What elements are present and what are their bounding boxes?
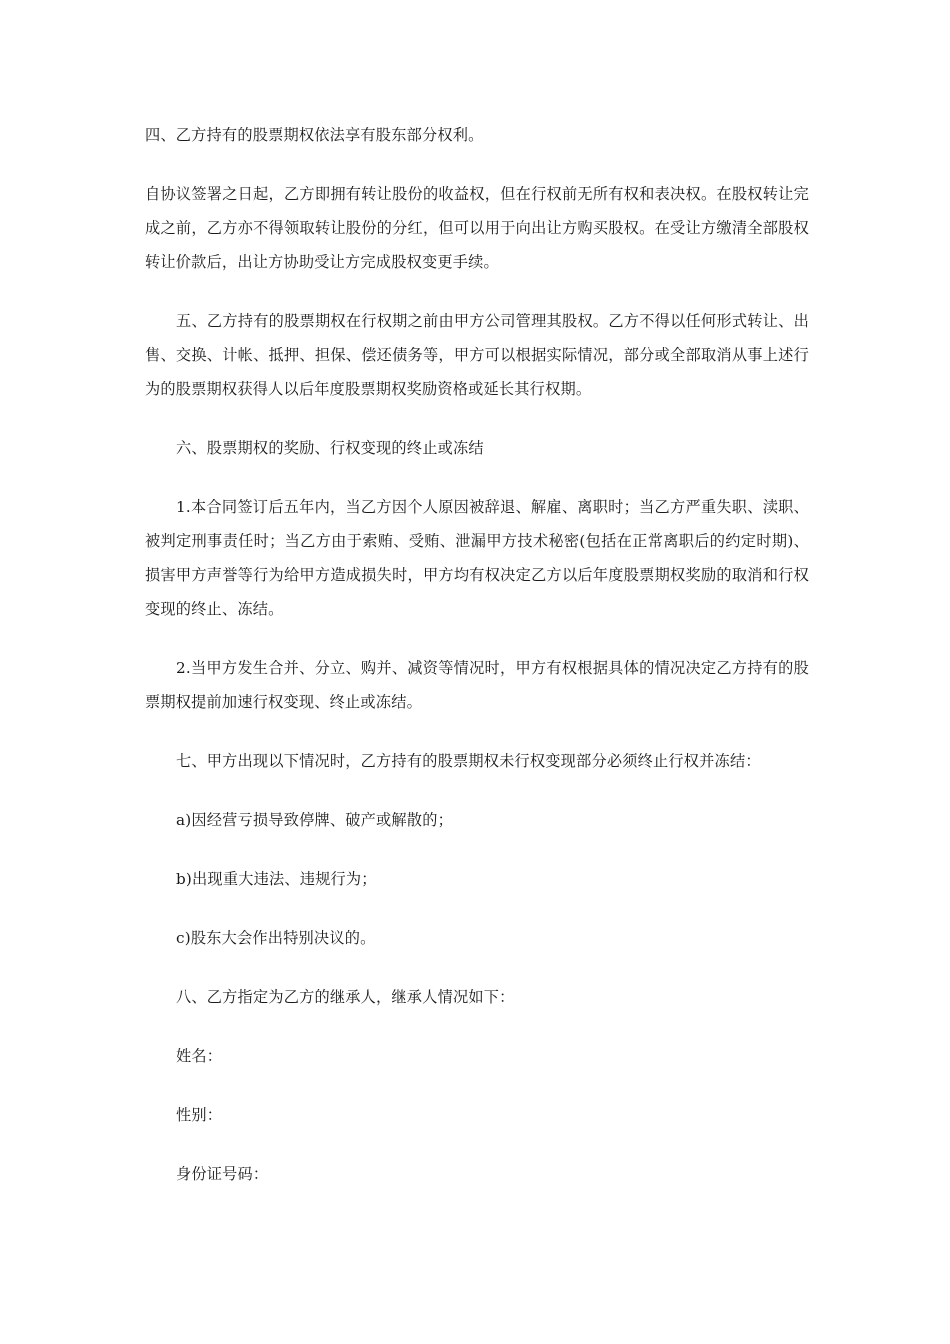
heir-name-label: 姓名： [176,1047,223,1065]
clause-5-body: 五、乙方持有的股票期权在行权期之前由甲方公司管理其股权。乙方不得以任何形式转让、出售、交换、计帐、抵押、担保、偿还债务等，甲方可以根据实际情况，部分或全部取消从事上述行为的股票期权获得人以后年度股票期权奖励资格或延长其行权期。 [145,312,809,398]
clause-7-item-a: a)因经营亏损导致停牌、破产或解散的； [176,811,453,829]
clause-7-item-c: c)股东大会作出特别决议的。 [176,929,376,947]
clause-8-heading: 八、乙方指定为乙方的继承人，继承人情况如下： [176,988,515,1006]
clause-7-heading: 七、甲方出现以下情况时，乙方持有的股票期权未行权变现部分必须终止行权并冻结： [176,752,761,770]
clause-6-item-1: 1.本合同签订后五年内，当乙方因个人原因被辞退、解雇、离职时；当乙方严重失职、渎职、被判定刑事责任时；当乙方由于索贿、受贿、泄漏甲方技术秘密(包括在正常离职后的约定时期)、损害甲方声誉等行为给甲方造成损失时，甲方均有权决定乙方以后年度股票期权奖励的取消和行权变现的终止、冻结。 [145,498,809,618]
clause-7-item-b: b)出现重大违法、违规行为； [176,870,377,888]
clause-4-body: 自协议签署之日起，乙方即拥有转让股份的收益权，但在行权前无所有权和表决权。在股权转让完成之前，乙方亦不得领取转让股份的分红，但可以用于向出让方购买股权。在受让方缴清全部股权转让价款后，出让方协助受让方完成股权变更手续。 [145,185,809,271]
heir-gender-label: 性别： [176,1106,223,1124]
clause-6-item-2: 2.当甲方发生合并、分立、购并、减资等情况时，甲方有权根据具体的情况决定乙方持有的股票期权提前加速行权变现、终止或冻结。 [145,659,809,711]
clause-6-heading: 六、股票期权的奖励、行权变现的终止或冻结 [176,439,484,457]
document-page [145,118,809,1191]
heir-id-number-label: 身份证号码： [176,1165,269,1183]
clause-4-heading: 四、乙方持有的股票期权依法享有股东部分权利。 [145,126,484,144]
